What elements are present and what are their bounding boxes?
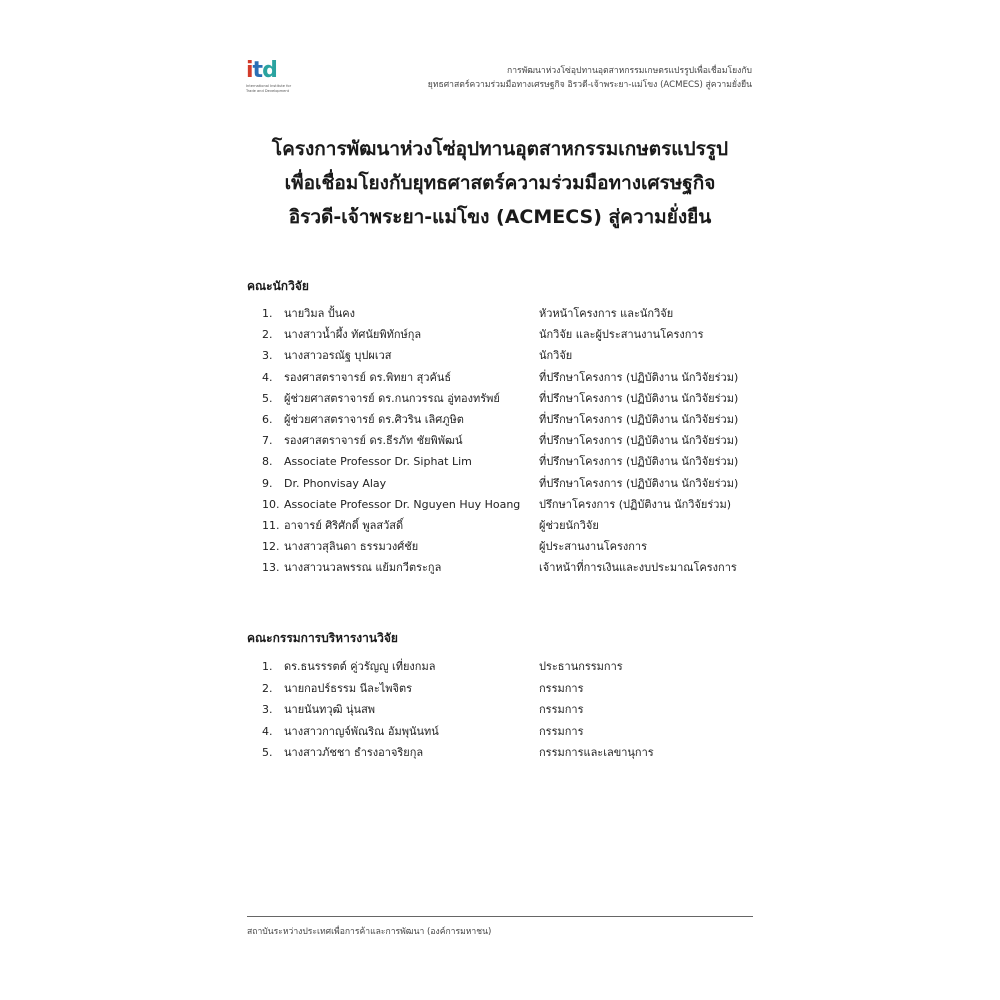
researcher-row <box>262 451 782 472</box>
document-title <box>200 132 800 234</box>
logo-subtitle-line2: Trade and Development <box>246 88 290 93</box>
researcher-role: เจ้าหน้าที่การเงินและงบประมาณโครงการ <box>539 561 737 575</box>
committee-member-row <box>262 656 782 678</box>
researchers-list <box>262 303 782 578</box>
committee-member-number: 3. <box>262 703 273 717</box>
researcher-number: 7. <box>262 434 273 448</box>
researcher-number: 12. <box>262 540 280 554</box>
researcher-role: นักวิจัย และผู้ประสานงานโครงการ <box>539 328 704 342</box>
logo-subtitle-line1: International Institute for <box>246 84 292 88</box>
committee-member-row <box>262 678 782 700</box>
committee-member-name: ดร.ธนรรรตต์ คู่วรัญญู เที่ยงกมล <box>284 660 436 673</box>
researcher-role: ที่ปรึกษาโครงการ (ปฏิบัติงาน นักวิจัยร่วม) <box>539 476 739 490</box>
researcher-role: ที่ปรึกษาโครงการ (ปฏิบัติงาน นักวิจัยร่วม) <box>539 412 739 426</box>
footer-institution: สถาบันระหว่างประเทศเพื่อการค้าและการพัฒนา (องค์การมหาชน) <box>247 927 492 937</box>
committee-member-number: 1. <box>262 660 273 673</box>
logo-letter-t: t <box>252 58 263 83</box>
researcher-number: 10. <box>262 497 280 511</box>
committee-member-name: นางสาวกาญจ์พัณริณ อัมพุนันทน์ <box>284 724 439 738</box>
logo-letter-d: d <box>262 58 277 83</box>
researcher-name: ผู้ช่วยศาสตราจารย์ ดร.กนกวรรณ อู่ทองทรัพย์ <box>284 391 500 405</box>
researcher-number: 3. <box>262 349 273 363</box>
researcher-row <box>262 367 782 388</box>
researcher-name: Associate Professor Dr. Nguyen Huy Hoang <box>284 497 521 511</box>
researcher-name: นางสาวสุลินดา ธรรมวงศ์ชัย <box>284 540 419 554</box>
researcher-row <box>262 388 782 409</box>
researcher-name: นายวิมล ปั้นคง <box>284 307 356 320</box>
researcher-role: ที่ปรึกษาโครงการ (ปฏิบัติงาน นักวิจัยร่วม) <box>539 434 739 448</box>
researcher-number: 9. <box>262 476 273 490</box>
researcher-row <box>262 409 782 430</box>
researcher-row <box>262 494 782 515</box>
researcher-name: นางสาวอรณัฐ บุปผเวส <box>284 349 392 363</box>
committee-member-role: กรรมการ <box>539 724 584 738</box>
researcher-number: 1. <box>262 307 273 320</box>
running-header <box>332 64 752 92</box>
researcher-name: นางสาวนวลพรรณ แย้มกวีตระกูล <box>284 561 442 575</box>
researcher-name: รองศาสตราจารย์ ดร.พิทยา สุวคันธ์ <box>284 370 452 384</box>
logo-subtitle <box>246 84 296 93</box>
logo-wordmark <box>246 60 296 82</box>
researcher-name: รองศาสตราจารย์ ดร.ธีรภัท ชัยพิพัฒน์ <box>284 434 463 448</box>
researcher-role: ที่ปรึกษาโครงการ (ปฏิบัติงาน นักวิจัยร่วม) <box>539 391 739 405</box>
title-line3: อิรวดี-เจ้าพระยา-แม่โขง (ACMECS) สู่ความยั่งยืน <box>288 206 712 228</box>
itd-logo <box>246 60 296 100</box>
committee-member-number: 5. <box>262 746 273 760</box>
committee-member-role: ประธานกรรมการ <box>539 660 623 673</box>
researcher-number: 5. <box>262 391 273 405</box>
researcher-role: ผู้ประสานงานโครงการ <box>539 540 648 554</box>
researcher-row <box>262 515 782 536</box>
researcher-row <box>262 557 782 578</box>
committee-member-name: นายกอปร์ธรรม นีละไพจิตร <box>284 681 413 695</box>
researcher-row <box>262 430 782 451</box>
title-line2: เพื่อเชื่อมโยงกับยุทธศาสตร์ความร่วมมือทางเศรษฐกิจ <box>284 172 716 194</box>
researcher-name: นางสาวน้ำผึ้ง ทัศนัยพิทักษ์กุล <box>284 328 422 342</box>
committee-member-name: นางสาวภัชชา ธำรงอาจริยกุล <box>284 746 424 760</box>
researcher-role: หัวหน้าโครงการ และนักวิจัย <box>539 307 674 320</box>
committee-member-role: กรรมการ <box>539 681 584 695</box>
researcher-name: ผู้ช่วยศาสตราจารย์ ดร.ศิวริน เลิศภูษิต <box>284 412 464 426</box>
researcher-row <box>262 473 782 494</box>
committee-member-row <box>262 721 782 743</box>
researcher-role: ผู้ช่วยนักวิจัย <box>539 518 599 532</box>
researcher-row <box>262 303 782 324</box>
footer-divider <box>247 916 753 917</box>
researcher-row <box>262 345 782 366</box>
researcher-number: 8. <box>262 455 273 469</box>
researcher-name: Dr. Phonvisay Alay <box>284 476 387 490</box>
committee-member-name: นายนันทวุฒิ นุ่นสพ <box>284 703 376 717</box>
running-header-line1: การพัฒนาห่วงโซ่อุปทานอุตสาหกรรมเกษตรแปรรูปเพื่อเชื่อมโยงกับ <box>506 66 752 76</box>
running-header-line2: ยุทธศาสตร์ความร่วมมือทางเศรษฐกิจ อิรวดี-เจ้าพระยา-แม่โขง (ACMECS) สู่ความยั่งยืน <box>427 80 752 90</box>
committee-member-row <box>262 699 782 721</box>
committee-member-number: 4. <box>262 724 273 738</box>
researcher-number: 13. <box>262 561 280 575</box>
researcher-number: 11. <box>262 518 280 532</box>
researcher-role: ปรึกษาโครงการ (ปฏิบัติงาน นักวิจัยร่วม) <box>539 497 731 511</box>
researcher-number: 2. <box>262 328 273 342</box>
committee-heading: คณะกรรมการบริหารงานวิจัย <box>247 631 398 645</box>
researcher-name: อาจารย์ ศิริศักดิ์ พูลสวัสดิ์ <box>284 518 404 532</box>
committee-member-row <box>262 742 782 764</box>
committee-member-number: 2. <box>262 681 273 695</box>
researchers-heading: คณะนักวิจัย <box>247 279 309 293</box>
researcher-role: ที่ปรึกษาโครงการ (ปฏิบัติงาน นักวิจัยร่วม) <box>539 370 739 384</box>
title-line1: โครงการพัฒนาห่วงโซ่อุปทานอุตสาหกรรมเกษตรแปรรูป <box>271 138 729 160</box>
researcher-role: นักวิจัย <box>539 349 573 363</box>
researcher-row <box>262 536 782 557</box>
committee-member-role: กรรมการและเลขานุการ <box>539 746 654 760</box>
researcher-number: 6. <box>262 412 273 426</box>
researcher-row <box>262 324 782 345</box>
committee-list <box>262 656 782 764</box>
researcher-name: Associate Professor Dr. Siphat Lim <box>284 455 472 469</box>
committee-member-role: กรรมการ <box>539 703 584 717</box>
logo-letter-i: i <box>246 58 253 83</box>
researcher-role: ที่ปรึกษาโครงการ (ปฏิบัติงาน นักวิจัยร่วม) <box>539 455 739 469</box>
researcher-number: 4. <box>262 370 273 384</box>
